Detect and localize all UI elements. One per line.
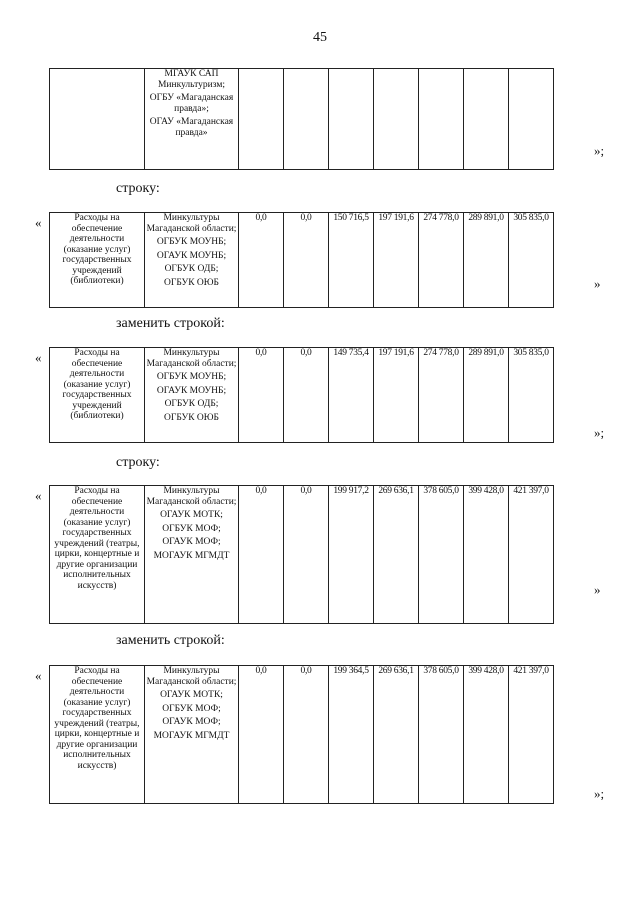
- value-cell: 289 891,0: [464, 348, 509, 443]
- instruction-line: строку:: [116, 455, 160, 470]
- org-cell: [145, 69, 239, 170]
- org-line: ОГАУ «Магаданская правда»: [149, 117, 234, 138]
- desc-cell: Расходы на обеспечение деятельности (оказание услуг) государственных учреждений (театры, цирки, концертные и другие организации исполнительных искусств): [50, 486, 145, 624]
- org-line: ОГАУК МОТК;: [160, 690, 223, 700]
- org-line: ОГАУК МОУНБ;: [156, 250, 227, 261]
- value-cell: 0,0: [284, 348, 329, 443]
- org-line: Минкультуры Магаданской области;: [146, 213, 237, 234]
- value-cell: 149 735,4: [329, 348, 374, 443]
- budget-table-1: [49, 212, 554, 308]
- budget-table-top: [49, 68, 554, 170]
- table-fragment-top: [49, 68, 554, 170]
- org-line: ОГАУК МОТК;: [160, 510, 223, 520]
- org-line: ОГБУК ОЮБ: [164, 412, 219, 423]
- org-line: ОГБУ «Магаданская правда»;: [149, 93, 234, 114]
- org-line: ОГБУК МОФ;: [162, 703, 221, 714]
- budget-table-2: [49, 347, 554, 443]
- value-cell: 274 778,0: [419, 213, 464, 308]
- org-line: ОГБУК МОУНБ;: [156, 372, 227, 382]
- value-cell: 0,0: [284, 213, 329, 308]
- org-line: ОГАУК МОФ;: [162, 537, 221, 547]
- value-cell: 199 917,2: [329, 486, 374, 624]
- open-quote: «: [35, 215, 42, 230]
- page-number: 45: [313, 30, 327, 45]
- value-cell: 378 605,0: [419, 666, 464, 804]
- org-line: МГАУК САП Минкультуризм;: [157, 69, 226, 90]
- table-row: [50, 213, 554, 308]
- value-cell: 289 891,0: [464, 213, 509, 308]
- value-cell: 305 835,0: [509, 213, 554, 308]
- budget-table-3: [49, 485, 554, 624]
- value-cell: 378 605,0: [419, 486, 464, 624]
- budget-table-4: [49, 665, 554, 804]
- instruction-replace: заменить строкой:: [116, 316, 225, 331]
- value-cell: 269 636,1: [374, 666, 419, 804]
- org-cell: [145, 348, 239, 443]
- close-quote: »: [594, 582, 601, 597]
- value-cell: 199 364,5: [329, 666, 374, 804]
- desc-cell: Расходы на обеспечение деятельности (оказание услуг) государственных учреждений (театры, цирки, концертные и другие организации исполнительных искусств): [50, 666, 145, 804]
- org-line: ОГБУК МОФ;: [162, 523, 221, 534]
- instruction-replace: заменить строкой:: [116, 633, 225, 648]
- value-cell: 421 397,0: [509, 486, 554, 624]
- desc-cell: Расходы на обеспечение деятельности (оказание услуг) государственных учреждений (библиотеки): [50, 348, 145, 443]
- open-quote: «: [35, 488, 42, 503]
- value-cell: 399 428,0: [464, 486, 509, 624]
- value-cell: 0,0: [239, 486, 284, 624]
- open-quote: «: [35, 350, 42, 365]
- value-cell: 197 191,6: [374, 213, 419, 308]
- table-row: [50, 486, 554, 624]
- instruction-line: строку:: [116, 181, 160, 196]
- table-row: [50, 69, 554, 170]
- value-cell: 399 428,0: [464, 666, 509, 804]
- table-block-3: [49, 485, 554, 624]
- org-cell: [145, 213, 239, 308]
- org-line: МОГАУК МГМДТ: [153, 550, 230, 561]
- value-cell: 269 636,1: [374, 486, 419, 624]
- org-line: ОГАУК МОФ;: [162, 717, 221, 727]
- value-cell: 305 835,0: [509, 348, 554, 443]
- value-cell: 0,0: [284, 666, 329, 804]
- org-line: Минкультуры Магаданской области;: [146, 486, 237, 507]
- table-block-1: [49, 212, 554, 308]
- table-row: [50, 666, 554, 804]
- org-line: ОГБУК ОДБ;: [164, 399, 219, 409]
- table-block-4: [49, 665, 554, 804]
- value-cell: 197 191,6: [374, 348, 419, 443]
- value-cell: 0,0: [284, 486, 329, 624]
- value-cell: 421 397,0: [509, 666, 554, 804]
- org-line: Минкультуры Магаданской области;: [146, 666, 237, 687]
- org-line: ОГБУК ОЮБ: [164, 277, 219, 288]
- desc-cell: [50, 69, 145, 170]
- desc-cell: Расходы на обеспечение деятельности (оказание услуг) государственных учреждений (библиотеки): [50, 213, 145, 308]
- org-line: Минкультуры Магаданской области;: [146, 348, 237, 369]
- value-cell: 0,0: [239, 213, 284, 308]
- close-quote: »: [594, 276, 601, 291]
- org-cell: [145, 486, 239, 624]
- table-row: [50, 348, 554, 443]
- org-line: ОГБУК МОУНБ;: [156, 237, 227, 247]
- value-cell: 150 716,5: [329, 213, 374, 308]
- value-cell: 274 778,0: [419, 348, 464, 443]
- value-cell: 0,0: [239, 348, 284, 443]
- close-quote-semicolon: »;: [594, 425, 605, 440]
- org-line: ОГБУК ОДБ;: [164, 264, 219, 274]
- close-quote-semicolon: »;: [594, 143, 605, 158]
- org-line: ОГАУК МОУНБ;: [156, 385, 227, 396]
- org-cell: [145, 666, 239, 804]
- close-quote-semicolon: »;: [594, 786, 605, 801]
- org-line: МОГАУК МГМДТ: [153, 730, 230, 741]
- table-block-2: [49, 347, 554, 443]
- open-quote: «: [35, 668, 42, 683]
- value-cell: 0,0: [239, 666, 284, 804]
